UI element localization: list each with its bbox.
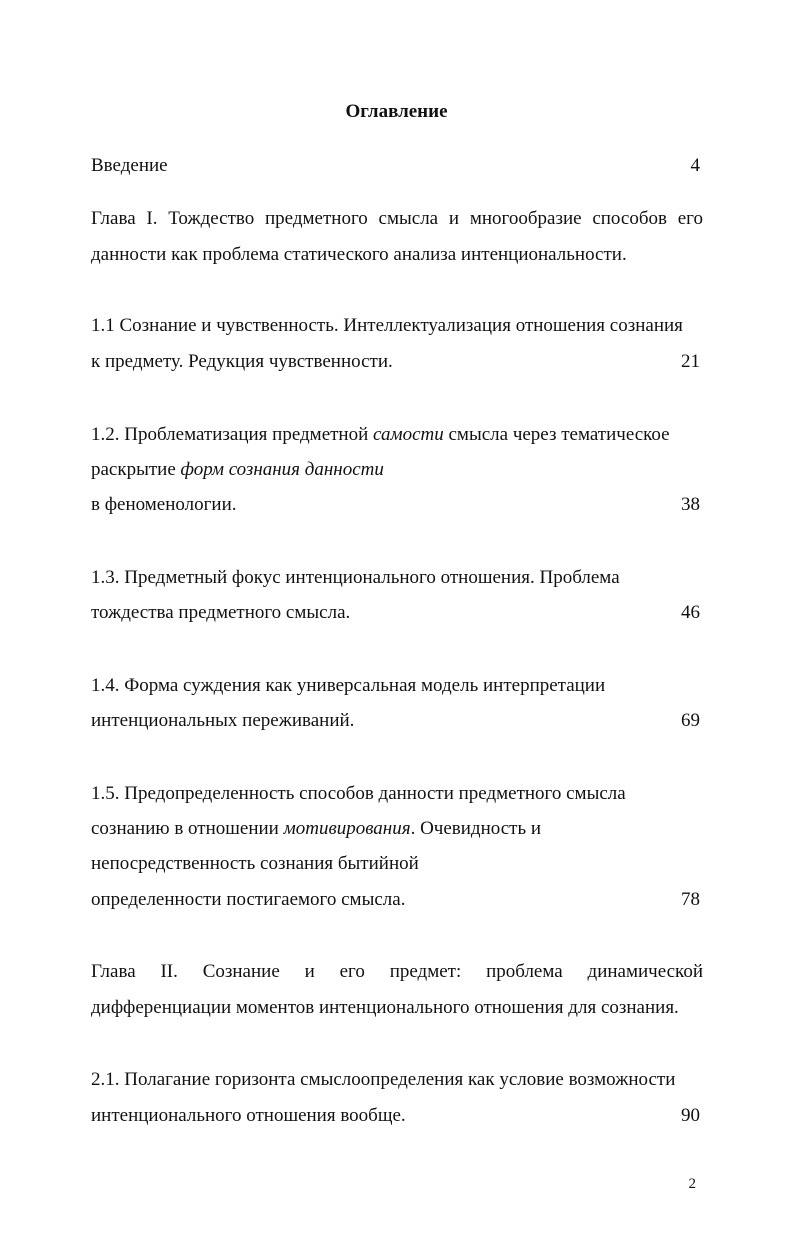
chapter1-title-line1: Глава I. Тождество предметного смысла и многообразие способов его — [91, 208, 703, 229]
section-2-1-page: 90 — [681, 1105, 700, 1126]
section-1-2-line3: в феноменологии. — [91, 494, 237, 515]
toc-entry-intro-label: Введение — [91, 155, 168, 176]
section-1-4-line1: 1.4. Форма суждения как универсальная модель интерпретации — [91, 675, 606, 696]
section-1-5-line3: непосредственность сознания бытийной — [91, 853, 419, 874]
emphasis-text: мотивирования — [283, 818, 411, 839]
section-1-5-page: 78 — [681, 889, 700, 910]
section-1-1-line2: к предмету. Редукция чувственности. — [91, 351, 393, 372]
section-1-5-line4: определенности постигаемого смысла. — [91, 889, 406, 910]
page-number: 2 — [688, 1176, 696, 1192]
section-1-3-line1: 1.3. Предметный фокус интенционального отношения. Проблема — [91, 567, 620, 588]
chapter2-title-line1: Глава II. Сознание и его предмет: проблема динамической — [91, 961, 703, 982]
section-2-1-line2: интенционального отношения вообще. — [91, 1105, 406, 1126]
section-1-1-page: 21 — [681, 351, 700, 372]
section-1-5-line2: сознанию в отношении мотивирования. Очевидность и — [91, 818, 542, 839]
section-1-3-page: 46 — [681, 602, 700, 623]
section-1-2-line2: раскрытие форм сознания данности — [91, 459, 384, 480]
section-2-1-line1: 2.1. Полагание горизонта смыслоопределения как условие возможности — [91, 1069, 676, 1090]
section-1-4-line2: интенциональных переживаний. — [91, 710, 355, 731]
section-1-5-line1: 1.5. Предопределенность способов данности предметного смысла — [91, 783, 626, 804]
section-1-2-line1: 1.2. Проблематизация предметной самости смысла через тематическое — [91, 424, 670, 445]
toc-title: Оглавление — [345, 101, 448, 122]
section-1-4-page: 69 — [681, 710, 700, 731]
section-1-3-line2: тождества предметного смысла. — [91, 602, 351, 623]
chapter1-title-line2: данности как проблема статического анализа интенциональности. — [91, 244, 627, 265]
section-1-1-line1: 1.1 Сознание и чувственность. Интеллектуализация отношения сознания — [91, 315, 683, 336]
emphasis-text: самости — [373, 424, 444, 445]
chapter2-title-line2: дифференциации моментов интенционального отношения для сознания. — [91, 997, 679, 1018]
section-1-2-page: 38 — [681, 494, 700, 515]
toc-entry-intro-page: 4 — [690, 155, 700, 176]
emphasis-text: форм сознания данности — [180, 459, 384, 480]
